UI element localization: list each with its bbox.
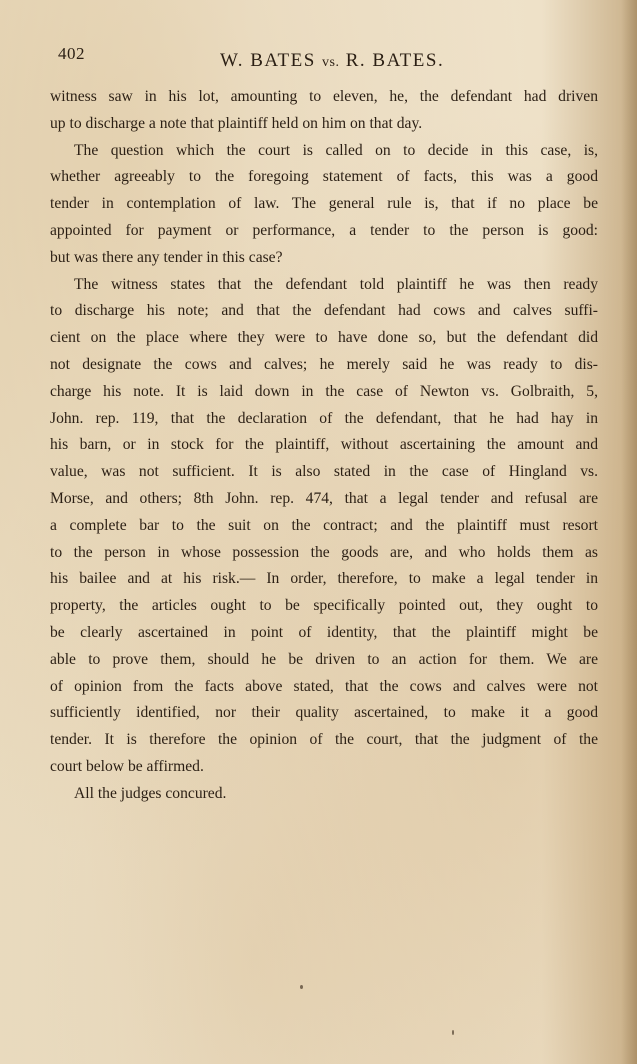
page-edge-shadow [621,0,637,1064]
text-line: Morse, and others; 8th John. rep. 474, that a legal tender and refusal are [50,489,598,507]
running-head-left: W. BATES [220,50,316,71]
text-line: value, was not sufficient. It is also stated in the case of Hingland vs. [50,463,598,481]
running-head [220,50,444,72]
text-line: charge his note. It is laid down in the case of Newton vs. Golbraith, 5, [50,382,598,400]
text-line: All the judges concured. [74,784,227,802]
text-line: his bailee and at his risk.— In order, therefore, to make a legal tender in [50,570,598,588]
running-head-right: R. BATES. [345,50,445,71]
page-header [58,42,597,72]
page-number: 402 [58,44,85,63]
text-line: be clearly ascertained in point of identity, that the plaintiff might be [50,623,598,641]
paper-speck [452,1030,454,1035]
paragraph [50,781,598,808]
text-line: of opinion from the facts above stated, that the cows and calves were not [50,677,598,695]
text-line: whether agreeably to the foregoing statement of facts, this was a good [50,168,598,186]
text-line: to discharge his note; and that the defendant had cows and calves suffi- [50,302,598,320]
text-line: to the person in whose possession the goods are, and who holds them as [50,543,598,561]
paragraph [50,84,598,138]
text-line: The witness states that the defendant told plaintiff he was then ready [74,275,598,293]
text-line: witness saw in his lot, amounting to eleven, he, the defendant had driven [50,88,598,105]
text-line: cient on the place where they were to have done so, but the defendant did [50,329,598,347]
text-line: but was there any tender in this case? [50,248,283,266]
paper-speck [300,985,303,989]
text-line: The question which the court is called on to decide in this case, is, [74,141,598,159]
paragraph [50,138,598,272]
text-line: his barn, or in stock for the plaintiff, without ascertaining the amount and [50,436,598,454]
text-line: tender. It is therefore the opinion of the court, that the judgment of the [50,731,598,749]
paragraph [50,272,598,781]
text-line: up to discharge a note that plaintiff held on him on that day. [50,114,423,132]
running-head-vs: vs. [322,55,340,70]
text-line: a complete bar to the suit on the contract; and the plaintiff must resort [50,516,598,534]
text-line: able to prove them, should he be driven to an action for them. We are [50,650,598,668]
text-line: not designate the cows and calves; he merely said he was ready to dis- [50,355,598,373]
text-line: property, the articles ought to be specifically pointed out, they ought to [50,597,598,615]
text-line: court below be affirmed. [50,757,204,775]
text-line: appointed for payment or performance, a tender to the person is good: [50,221,598,239]
text-line: tender in contemplation of law. The general rule is, that if no place be [50,195,598,213]
text-line: sufficiently identified, nor their quality ascertained, to make it a good [50,704,598,722]
body-text [50,84,598,808]
text-line: John. rep. 119, that the declaration of the defendant, that he had hay in [50,409,598,427]
